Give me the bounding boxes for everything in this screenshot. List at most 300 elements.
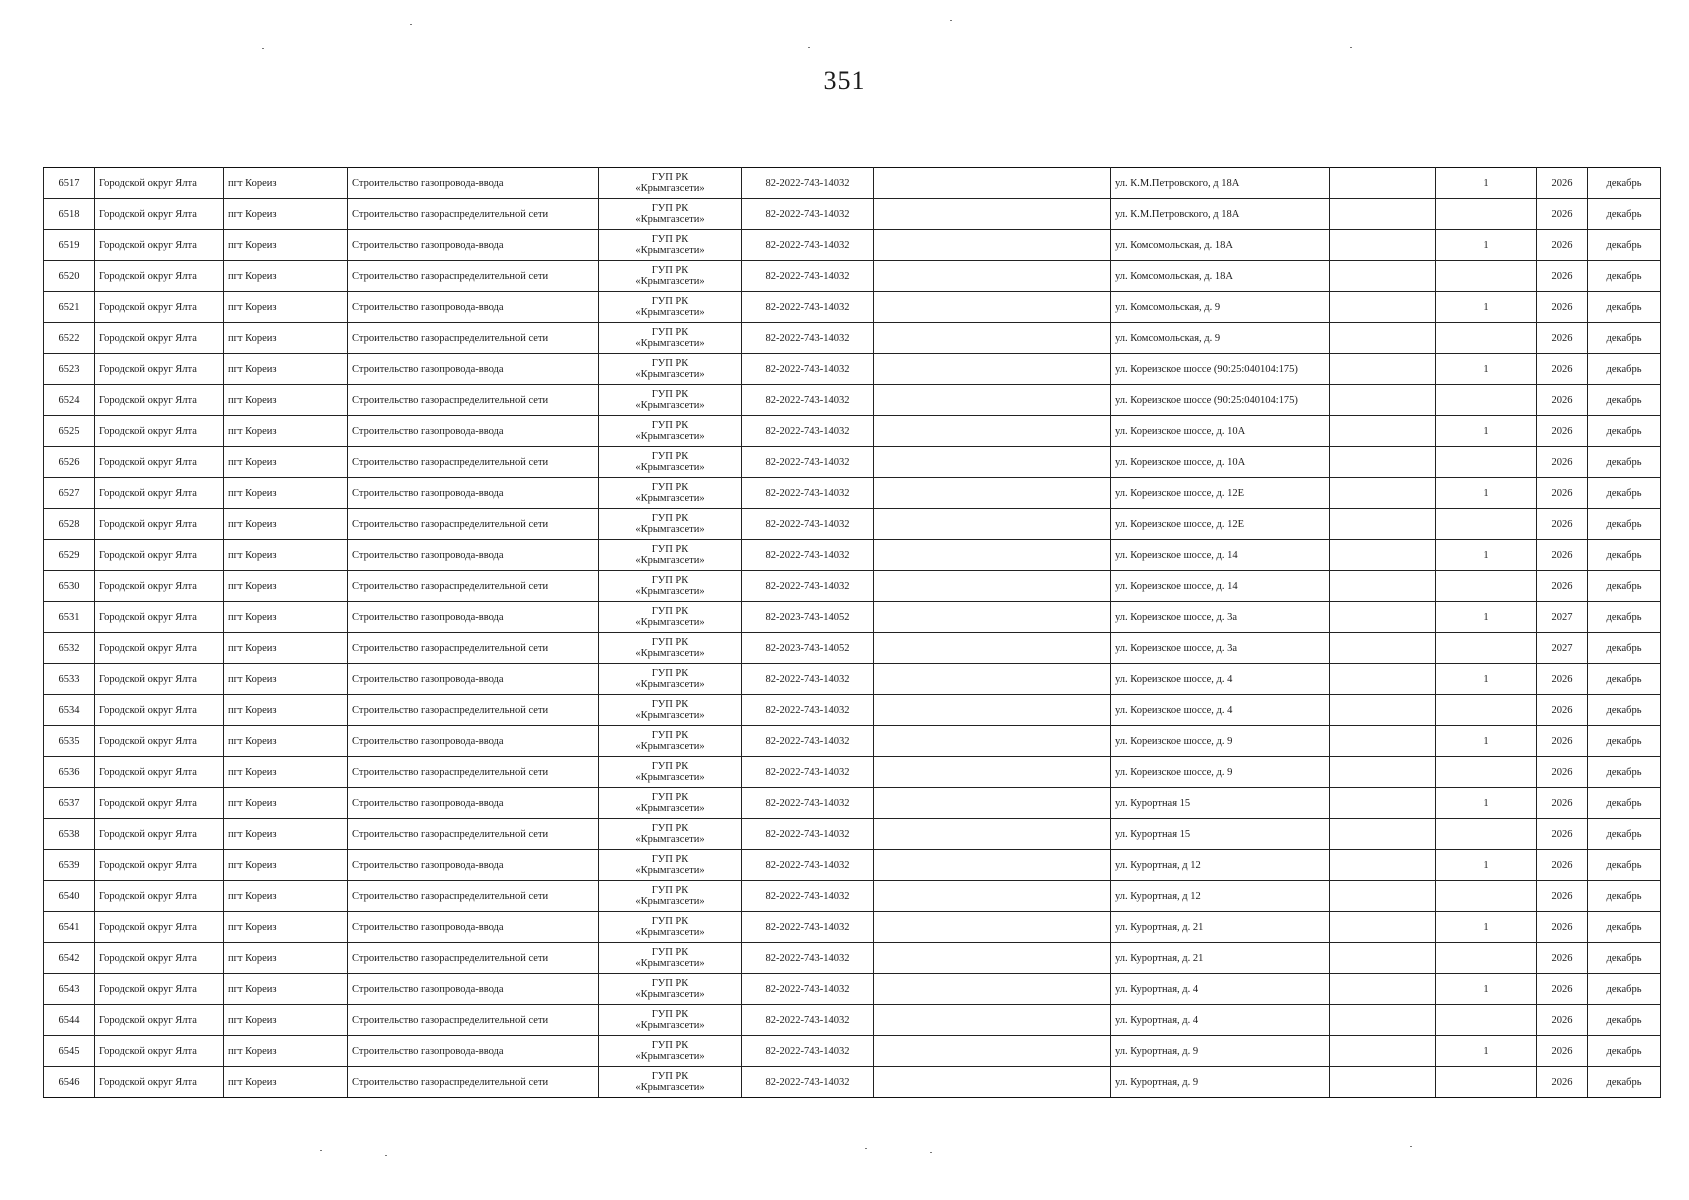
row-number-cell: 6524 <box>44 385 95 416</box>
district-cell: Городской округ Ялта <box>95 602 224 633</box>
program-code-cell: 82-2022-743-14032 <box>742 478 874 509</box>
organization-name: ГУП РК <box>651 420 689 431</box>
month-cell: декабрь <box>1588 354 1661 385</box>
work-type-cell: Строительство газораспределительной сети <box>348 1067 599 1098</box>
scan-speck <box>1410 1146 1412 1147</box>
organization-cell <box>599 385 742 416</box>
table-row <box>44 292 1661 323</box>
month-cell: декабрь <box>1588 385 1661 416</box>
organization-cell <box>599 478 742 509</box>
quantity-cell: 1 <box>1436 416 1537 447</box>
blank-cell <box>874 1067 1111 1098</box>
extra-cell <box>1330 664 1436 695</box>
table-row <box>44 323 1661 354</box>
year-cell: 2026 <box>1537 912 1588 943</box>
blank-cell <box>874 1036 1111 1067</box>
work-type-cell: Строительство газопровода-ввода <box>348 292 599 323</box>
row-number-cell: 6531 <box>44 602 95 633</box>
blank-cell <box>874 509 1111 540</box>
program-code-cell: 82-2022-743-14032 <box>742 850 874 881</box>
quantity-cell: 1 <box>1436 292 1537 323</box>
row-number-cell: 6526 <box>44 447 95 478</box>
row-number-cell: 6541 <box>44 912 95 943</box>
organization-cell <box>599 509 742 540</box>
settlement-cell: пгт Кореиз <box>224 571 348 602</box>
blank-cell <box>874 602 1111 633</box>
organization-brand: «Крымгазсети» <box>635 586 705 597</box>
blank-cell <box>874 633 1111 664</box>
registry-table <box>43 167 1661 1098</box>
organization-cell <box>599 540 742 571</box>
month-cell: декабрь <box>1588 943 1661 974</box>
organization-cell <box>599 788 742 819</box>
settlement-cell: пгт Кореиз <box>224 540 348 571</box>
address-cell: ул. Кореизское шоссе, д. 12Е <box>1111 509 1330 540</box>
district-cell: Городской округ Ялта <box>95 1036 224 1067</box>
organization-name: ГУП РК <box>651 1040 689 1051</box>
district-cell: Городской округ Ялта <box>95 571 224 602</box>
quantity-cell: 1 <box>1436 540 1537 571</box>
month-cell: декабрь <box>1588 1036 1661 1067</box>
district-cell: Городской округ Ялта <box>95 943 224 974</box>
work-type-cell: Строительство газораспределительной сети <box>348 881 599 912</box>
table-row <box>44 385 1661 416</box>
organization-cell <box>599 261 742 292</box>
work-type-cell: Строительство газораспределительной сети <box>348 757 599 788</box>
organization-brand: «Крымгазсети» <box>635 896 705 907</box>
district-cell: Городской округ Ялта <box>95 881 224 912</box>
settlement-cell: пгт Кореиз <box>224 943 348 974</box>
table-row <box>44 571 1661 602</box>
settlement-cell: пгт Кореиз <box>224 912 348 943</box>
extra-cell <box>1330 509 1436 540</box>
program-code-cell: 82-2022-743-14032 <box>742 726 874 757</box>
district-cell: Городской округ Ялта <box>95 633 224 664</box>
program-code-cell: 82-2022-743-14032 <box>742 292 874 323</box>
row-number-cell: 6517 <box>44 168 95 199</box>
settlement-cell: пгт Кореиз <box>224 695 348 726</box>
table-row <box>44 509 1661 540</box>
settlement-cell: пгт Кореиз <box>224 602 348 633</box>
month-cell: декабрь <box>1588 571 1661 602</box>
settlement-cell: пгт Кореиз <box>224 168 348 199</box>
organization-name: ГУП РК <box>651 296 689 307</box>
district-cell: Городской округ Ялта <box>95 912 224 943</box>
table-row <box>44 695 1661 726</box>
blank-cell <box>874 881 1111 912</box>
organization-name: ГУП РК <box>651 482 689 493</box>
table-row <box>44 943 1661 974</box>
organization-name: ГУП РК <box>651 451 689 462</box>
organization-name: ГУП РК <box>651 358 689 369</box>
organization-brand: «Крымгазсети» <box>635 710 705 721</box>
extra-cell <box>1330 230 1436 261</box>
work-type-cell: Строительство газопровода-ввода <box>348 974 599 1005</box>
year-cell: 2026 <box>1537 571 1588 602</box>
year-cell: 2026 <box>1537 664 1588 695</box>
row-number-cell: 6540 <box>44 881 95 912</box>
blank-cell <box>874 323 1111 354</box>
work-type-cell: Строительство газопровода-ввода <box>348 912 599 943</box>
district-cell: Городской округ Ялта <box>95 478 224 509</box>
month-cell: декабрь <box>1588 974 1661 1005</box>
year-cell: 2026 <box>1537 1067 1588 1098</box>
extra-cell <box>1330 788 1436 819</box>
program-code-cell: 82-2022-743-14032 <box>742 1067 874 1098</box>
organization-cell <box>599 757 742 788</box>
address-cell: ул. Кореизское шоссе, д. 9 <box>1111 726 1330 757</box>
quantity-cell <box>1436 881 1537 912</box>
organization-cell <box>599 664 742 695</box>
quantity-cell <box>1436 1067 1537 1098</box>
organization-name: ГУП РК <box>651 761 689 772</box>
program-code-cell: 82-2022-743-14032 <box>742 1005 874 1036</box>
organization-name: ГУП РК <box>651 823 689 834</box>
address-cell: ул. Курортная, д. 21 <box>1111 912 1330 943</box>
organization-name: ГУП РК <box>651 978 689 989</box>
table-row <box>44 540 1661 571</box>
work-type-cell: Строительство газопровода-ввода <box>348 602 599 633</box>
blank-cell <box>874 292 1111 323</box>
program-code-cell: 82-2022-743-14032 <box>742 199 874 230</box>
year-cell: 2026 <box>1537 540 1588 571</box>
quantity-cell: 1 <box>1436 1036 1537 1067</box>
blank-cell <box>874 788 1111 819</box>
extra-cell <box>1330 819 1436 850</box>
organization-cell <box>599 292 742 323</box>
work-type-cell: Строительство газораспределительной сети <box>348 509 599 540</box>
year-cell: 2026 <box>1537 757 1588 788</box>
organization-cell <box>599 819 742 850</box>
organization-cell <box>599 199 742 230</box>
work-type-cell: Строительство газораспределительной сети <box>348 199 599 230</box>
scan-speck <box>865 1148 867 1149</box>
extra-cell <box>1330 292 1436 323</box>
row-number-cell: 6539 <box>44 850 95 881</box>
program-code-cell: 82-2022-743-14032 <box>742 354 874 385</box>
month-cell: декабрь <box>1588 1067 1661 1098</box>
work-type-cell: Строительство газопровода-ввода <box>348 416 599 447</box>
blank-cell <box>874 261 1111 292</box>
district-cell: Городской округ Ялта <box>95 819 224 850</box>
district-cell: Городской округ Ялта <box>95 726 224 757</box>
organization-brand: «Крымгазсети» <box>635 803 705 814</box>
quantity-cell <box>1436 943 1537 974</box>
settlement-cell: пгт Кореиз <box>224 261 348 292</box>
settlement-cell: пгт Кореиз <box>224 230 348 261</box>
blank-cell <box>874 912 1111 943</box>
quantity-cell <box>1436 199 1537 230</box>
program-code-cell: 82-2022-743-14032 <box>742 230 874 261</box>
district-cell: Городской округ Ялта <box>95 385 224 416</box>
table-row <box>44 788 1661 819</box>
blank-cell <box>874 571 1111 602</box>
quantity-cell: 1 <box>1436 478 1537 509</box>
table-row <box>44 664 1661 695</box>
extra-cell <box>1330 633 1436 664</box>
organization-cell <box>599 571 742 602</box>
address-cell: ул. Курортная 15 <box>1111 788 1330 819</box>
row-number-cell: 6527 <box>44 478 95 509</box>
row-number-cell: 6537 <box>44 788 95 819</box>
organization-name: ГУП РК <box>651 513 689 524</box>
organization-name: ГУП РК <box>651 792 689 803</box>
address-cell: ул. Кореизское шоссе, д. 9 <box>1111 757 1330 788</box>
table-row <box>44 1005 1661 1036</box>
organization-brand: «Крымгазсети» <box>635 307 705 318</box>
work-type-cell: Строительство газораспределительной сети <box>348 447 599 478</box>
organization-brand: «Крымгазсети» <box>635 245 705 256</box>
organization-name: ГУП РК <box>651 699 689 710</box>
quantity-cell: 1 <box>1436 788 1537 819</box>
address-cell: ул. Курортная 15 <box>1111 819 1330 850</box>
settlement-cell: пгт Кореиз <box>224 881 348 912</box>
month-cell: декабрь <box>1588 757 1661 788</box>
organization-brand: «Крымгазсети» <box>635 772 705 783</box>
quantity-cell <box>1436 509 1537 540</box>
quantity-cell: 1 <box>1436 354 1537 385</box>
settlement-cell: пгт Кореиз <box>224 478 348 509</box>
address-cell: ул. К.М.Петровского, д 18А <box>1111 199 1330 230</box>
settlement-cell: пгт Кореиз <box>224 416 348 447</box>
organization-brand: «Крымгазсети» <box>635 214 705 225</box>
organization-brand: «Крымгазсети» <box>635 1082 705 1093</box>
table-row <box>44 912 1661 943</box>
blank-cell <box>874 850 1111 881</box>
organization-brand: «Крымгазсети» <box>635 617 705 628</box>
table-row <box>44 633 1661 664</box>
blank-cell <box>874 757 1111 788</box>
year-cell: 2026 <box>1537 354 1588 385</box>
blank-cell <box>874 230 1111 261</box>
quantity-cell: 1 <box>1436 850 1537 881</box>
organization-name: ГУП РК <box>651 606 689 617</box>
organization-brand: «Крымгазсети» <box>635 741 705 752</box>
quantity-cell <box>1436 819 1537 850</box>
blank-cell <box>874 819 1111 850</box>
address-cell: ул. Комсомольская, д. 9 <box>1111 292 1330 323</box>
organization-name: ГУП РК <box>651 947 689 958</box>
settlement-cell: пгт Кореиз <box>224 323 348 354</box>
row-number-cell: 6528 <box>44 509 95 540</box>
blank-cell <box>874 385 1111 416</box>
settlement-cell: пгт Кореиз <box>224 447 348 478</box>
month-cell: декабрь <box>1588 664 1661 695</box>
blank-cell <box>874 726 1111 757</box>
address-cell: ул. Кореизское шоссе, д. 10А <box>1111 447 1330 478</box>
settlement-cell: пгт Кореиз <box>224 292 348 323</box>
year-cell: 2026 <box>1537 385 1588 416</box>
quantity-cell <box>1436 323 1537 354</box>
extra-cell <box>1330 1067 1436 1098</box>
extra-cell <box>1330 695 1436 726</box>
district-cell: Городской округ Ялта <box>95 509 224 540</box>
organization-brand: «Крымгазсети» <box>635 369 705 380</box>
program-code-cell: 82-2022-743-14032 <box>742 416 874 447</box>
district-cell: Городской округ Ялта <box>95 850 224 881</box>
settlement-cell: пгт Кореиз <box>224 1005 348 1036</box>
organization-cell <box>599 974 742 1005</box>
table-row <box>44 1067 1661 1098</box>
extra-cell <box>1330 478 1436 509</box>
district-cell: Городской округ Ялта <box>95 199 224 230</box>
month-cell: декабрь <box>1588 509 1661 540</box>
work-type-cell: Строительство газораспределительной сети <box>348 323 599 354</box>
district-cell: Городской округ Ялта <box>95 788 224 819</box>
organization-cell <box>599 230 742 261</box>
scan-speck <box>410 24 412 25</box>
address-cell: ул. Комсомольская, д. 9 <box>1111 323 1330 354</box>
organization-name: ГУП РК <box>651 265 689 276</box>
settlement-cell: пгт Кореиз <box>224 199 348 230</box>
address-cell: ул. Кореизское шоссе, д. 3а <box>1111 633 1330 664</box>
blank-cell <box>874 447 1111 478</box>
table-row <box>44 1036 1661 1067</box>
scan-speck <box>1350 47 1352 48</box>
quantity-cell <box>1436 385 1537 416</box>
district-cell: Городской округ Ялта <box>95 230 224 261</box>
organization-name: ГУП РК <box>651 885 689 896</box>
address-cell: ул. Кореизское шоссе (90:25:040104:175) <box>1111 385 1330 416</box>
table-row <box>44 261 1661 292</box>
organization-cell <box>599 912 742 943</box>
row-number-cell: 6534 <box>44 695 95 726</box>
table-row <box>44 881 1661 912</box>
program-code-cell: 82-2022-743-14032 <box>742 571 874 602</box>
scan-speck <box>808 47 810 48</box>
month-cell: декабрь <box>1588 199 1661 230</box>
program-code-cell: 82-2023-743-14052 <box>742 602 874 633</box>
extra-cell <box>1330 881 1436 912</box>
year-cell: 2026 <box>1537 695 1588 726</box>
district-cell: Городской округ Ялта <box>95 1067 224 1098</box>
organization-cell <box>599 850 742 881</box>
year-cell: 2026 <box>1537 974 1588 1005</box>
organization-brand: «Крымгазсети» <box>635 865 705 876</box>
organization-name: ГУП РК <box>651 234 689 245</box>
organization-brand: «Крымгазсети» <box>635 183 705 194</box>
month-cell: декабрь <box>1588 540 1661 571</box>
year-cell: 2026 <box>1537 1005 1588 1036</box>
year-cell: 2026 <box>1537 819 1588 850</box>
work-type-cell: Строительство газораспределительной сети <box>348 385 599 416</box>
address-cell: ул. Курортная, д 12 <box>1111 881 1330 912</box>
table-row <box>44 416 1661 447</box>
row-number-cell: 6542 <box>44 943 95 974</box>
quantity-cell: 1 <box>1436 974 1537 1005</box>
address-cell: ул. Курортная, д. 9 <box>1111 1036 1330 1067</box>
month-cell: декабрь <box>1588 912 1661 943</box>
extra-cell <box>1330 540 1436 571</box>
month-cell: декабрь <box>1588 168 1661 199</box>
district-cell: Городской округ Ялта <box>95 292 224 323</box>
program-code-cell: 82-2022-743-14032 <box>742 695 874 726</box>
organization-brand: «Крымгазсети» <box>635 927 705 938</box>
district-cell: Городской округ Ялта <box>95 664 224 695</box>
address-cell: ул. Кореизское шоссе, д. 4 <box>1111 664 1330 695</box>
month-cell: декабрь <box>1588 602 1661 633</box>
district-cell: Городской округ Ялта <box>95 447 224 478</box>
organization-brand: «Крымгазсети» <box>635 276 705 287</box>
work-type-cell: Строительство газораспределительной сети <box>348 1005 599 1036</box>
program-code-cell: 82-2022-743-14032 <box>742 943 874 974</box>
scan-speck <box>262 48 264 49</box>
settlement-cell: пгт Кореиз <box>224 850 348 881</box>
work-type-cell: Строительство газопровода-ввода <box>348 664 599 695</box>
quantity-cell <box>1436 695 1537 726</box>
settlement-cell: пгт Кореиз <box>224 819 348 850</box>
address-cell: ул. Кореизское шоссе, д. 14 <box>1111 540 1330 571</box>
program-code-cell: 82-2022-743-14032 <box>742 540 874 571</box>
work-type-cell: Строительство газораспределительной сети <box>348 261 599 292</box>
quantity-cell: 1 <box>1436 912 1537 943</box>
organization-cell <box>599 354 742 385</box>
year-cell: 2026 <box>1537 943 1588 974</box>
organization-name: ГУП РК <box>651 1071 689 1082</box>
quantity-cell: 1 <box>1436 602 1537 633</box>
extra-cell <box>1330 168 1436 199</box>
organization-name: ГУП РК <box>651 172 689 183</box>
organization-cell <box>599 323 742 354</box>
organization-brand: «Крымгазсети» <box>635 989 705 1000</box>
district-cell: Городской округ Ялта <box>95 974 224 1005</box>
row-number-cell: 6525 <box>44 416 95 447</box>
row-number-cell: 6535 <box>44 726 95 757</box>
quantity-cell <box>1436 571 1537 602</box>
month-cell: декабрь <box>1588 726 1661 757</box>
blank-cell <box>874 943 1111 974</box>
address-cell: ул. Комсомольская, д. 18А <box>1111 261 1330 292</box>
quantity-cell <box>1436 1005 1537 1036</box>
organization-cell <box>599 168 742 199</box>
organization-cell <box>599 447 742 478</box>
row-number-cell: 6543 <box>44 974 95 1005</box>
organization-cell <box>599 1067 742 1098</box>
year-cell: 2026 <box>1537 509 1588 540</box>
blank-cell <box>874 478 1111 509</box>
organization-brand: «Крымгазсети» <box>635 1051 705 1062</box>
address-cell: ул. Кореизское шоссе, д. 4 <box>1111 695 1330 726</box>
organization-brand: «Крымгазсети» <box>635 958 705 969</box>
address-cell: ул. К.М.Петровского, д 18А <box>1111 168 1330 199</box>
row-number-cell: 6518 <box>44 199 95 230</box>
district-cell: Городской округ Ялта <box>95 757 224 788</box>
district-cell: Городской округ Ялта <box>95 695 224 726</box>
year-cell: 2026 <box>1537 168 1588 199</box>
month-cell: декабрь <box>1588 416 1661 447</box>
settlement-cell: пгт Кореиз <box>224 974 348 1005</box>
address-cell: ул. Курортная, д 12 <box>1111 850 1330 881</box>
organization-brand: «Крымгазсети» <box>635 338 705 349</box>
organization-name: ГУП РК <box>651 668 689 679</box>
program-code-cell: 82-2022-743-14032 <box>742 912 874 943</box>
organization-cell <box>599 943 742 974</box>
extra-cell <box>1330 974 1436 1005</box>
year-cell: 2027 <box>1537 633 1588 664</box>
organization-name: ГУП РК <box>651 637 689 648</box>
organization-name: ГУП РК <box>651 544 689 555</box>
organization-name: ГУП РК <box>651 730 689 741</box>
work-type-cell: Строительство газораспределительной сети <box>348 695 599 726</box>
year-cell: 2026 <box>1537 199 1588 230</box>
quantity-cell <box>1436 757 1537 788</box>
address-cell: ул. Кореизское шоссе, д. 3а <box>1111 602 1330 633</box>
table-row <box>44 478 1661 509</box>
address-cell: ул. Кореизское шоссе (90:25:040104:175) <box>1111 354 1330 385</box>
organization-cell <box>599 416 742 447</box>
row-number-cell: 6532 <box>44 633 95 664</box>
table-row <box>44 602 1661 633</box>
